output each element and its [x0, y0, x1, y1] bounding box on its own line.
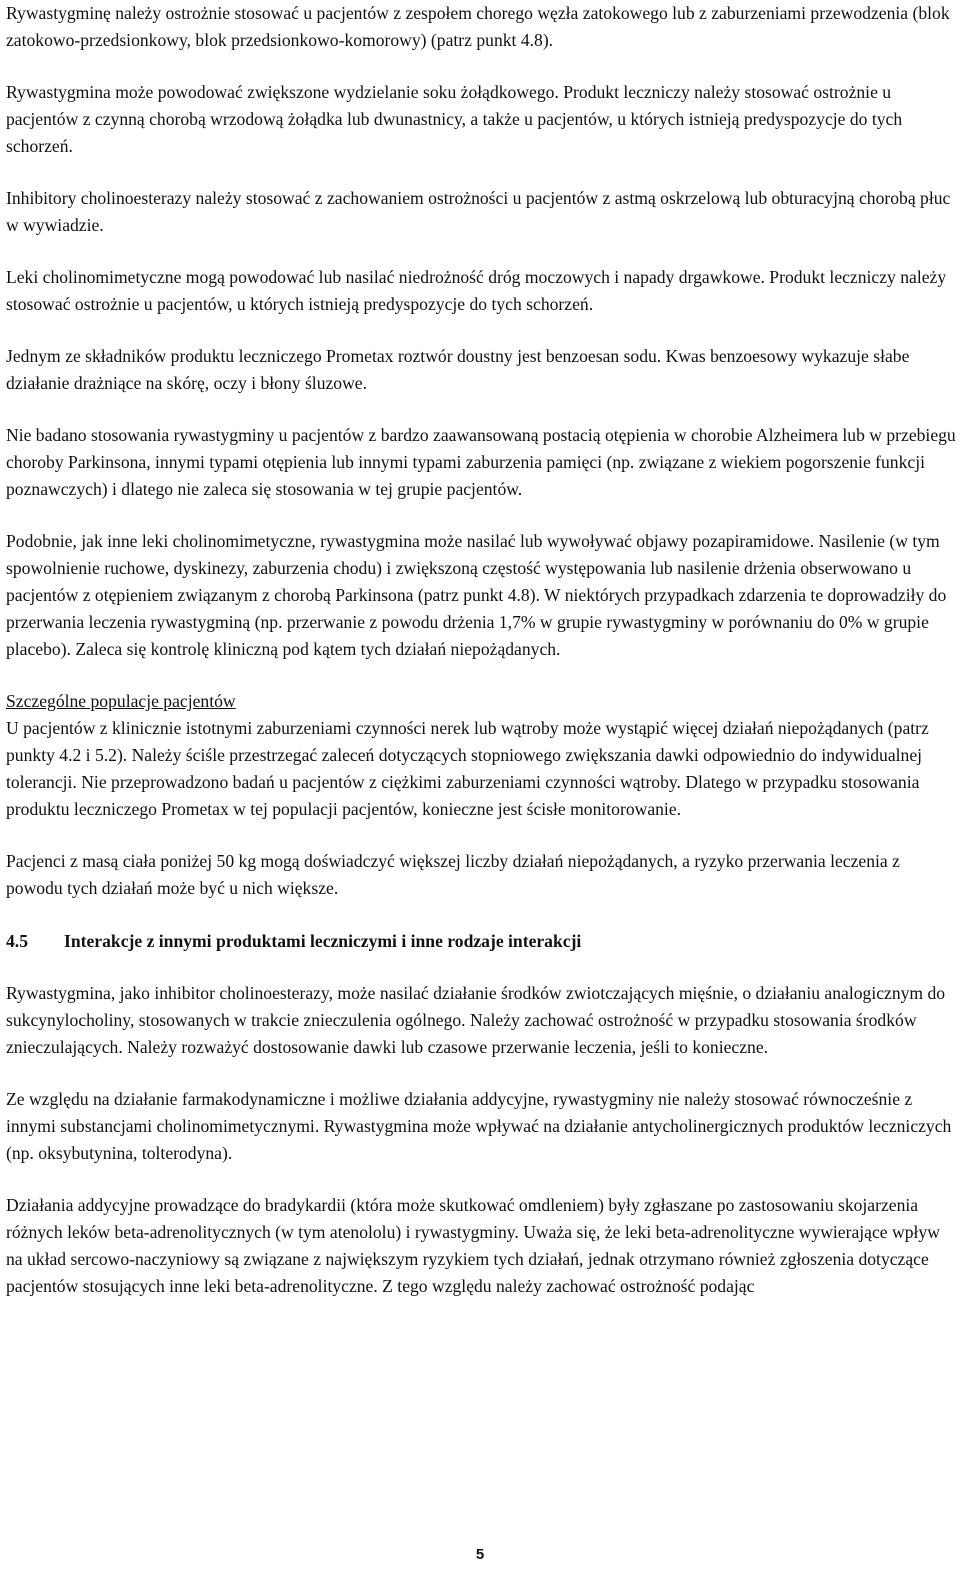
paragraph-sodium-benzoate: Jednym ze składników produktu leczniczego Prometax roztwór doustny jest benzoesan sodu. Kwas benzoesowy wykazuje słabe działanie drażniące na skórę, oczy i błony śluzowe. [6, 346, 910, 393]
paragraph-renal-hepatic: U pacjentów z klinicznie istotnymi zaburzeniami czynności nerek lub wątroby może wystąpić więcej działań niepożądanych (patrz punkty 4.2 i 5.2). Należy ściśle przestrzegać zaleceń dotyczących stopniowego zwiększania dawki odpowiednio do indywidualnej tolerancji. Nie przeprowadzono badań u pacjentów z ciężkimi zaburzeniami czynności wątroby. Dlatego w przypadku stosowania produktu leczniczego Prometax w tej populacji pacjentów, konieczne jest ścisłe monitorowanie. [6, 718, 929, 819]
paragraph-extrapyramidal: Podobnie, jak inne leki cholinomimetyczne, rywastygmina może nasilać lub wywoływać objawy pozapiramidowe. Nasilenie (w tym spowolnienie ruchowe, dyskinezy, zaburzenia chodu) i zwiększoną częstość występowania lub nasilenie drżenia obserwowano u pacjentów z otępieniem związanym z chorobą Parkinsona (patrz punkt 4.8). W niektórych przypadkach zdarzenia te doprowadziły do przerwania leczenia rywastygminą (np. przerwanie z powodu drżenia 1,7% w grupie rywastygminy w porównaniu do 0% w grupie placebo). Zaleca się kontrolę kliniczną pod kątem tych działań niepożądanych. [6, 531, 947, 659]
section-number: 4.5 [6, 931, 28, 951]
document-page [6, 0, 956, 1300]
paragraph-bradycardia: Działania addycyjne prowadzące do bradykardii (która może skutkować omdleniem) były zgłaszane po zastosowaniu skojarzenia różnych leków beta-adrenolitycznych (w tym atenololu) i rywastygminy. Uważa się, że leki beta-adrenolityczne wywierające wpływ na układ sercowo-naczyniowy są związane z największym ryzykiem tych działań, jednak otrzymano również zgłoszenia dotyczące pacjentów stosujących inne leki beta-adrenolityczne. Z tego względu należy zachować ostrożność podając [6, 1195, 940, 1296]
page-number: 5 [475, 1546, 485, 1563]
subheading-special-populations: Szczególne populacje pacjentów [6, 691, 236, 711]
paragraph-body-weight: Pacjenci z masą ciała poniżej 50 kg mogą doświadczyć większej liczby działań niepożądanych, a ryzyko przerwania leczenia z powodu tych działań może być u nich większe. [6, 851, 900, 898]
paragraph-sinus-node: Rywastygminę należy ostrożnie stosować u pacjentów z zespołem chorego węzła zatokowego lub z zaburzeniami przewodzenia (blok zatokowo-przedsionkowy, blok przedsionkowo-komorowy) (patrz punkt 4.8). [6, 3, 950, 50]
paragraph-advanced-dementia: Nie badano stosowania rywastygminy u pacjentów z bardzo zaawansowaną postacią otępienia w chorobie Alzheimera lub w przebiegu choroby Parkinsona, innymi typami otępienia lub innymi typami zaburzenia pamięci (np. związane z wiekiem pogorszenie funkcji poznawczych) i dlatego nie zaleca się stosowania w tej grupie pacjentów. [6, 425, 956, 499]
paragraph-asthma: Inhibitory cholinoesterazy należy stosować z zachowaniem ostrożności u pacjentów z astmą oskrzelową lub obturacyjną chorobą płuc w wywiadzie. [6, 188, 951, 235]
paragraph-muscle-relaxants: Rywastygmina, jako inhibitor cholinoesterazy, może nasilać działanie środków zwiotczających mięśnie, o działaniu analogicznym do sukcynylocholiny, stosowanych w trakcie znieczulenia ogólnego. Należy zachować ostrożność w przypadku stosowania środków znieczulających. Należy rozważyć dostosowanie dawki lub czasowe przerwanie leczenia, jeśli to konieczne. [6, 983, 946, 1057]
paragraph-urinary-obstruction: Leki cholinomimetyczne mogą powodować lub nasilać niedrożność dróg moczowych i napady drgawkowe. Produkt leczniczy należy stosować ostrożnie u pacjentów, u których istnieją predyspozycje do tych schorzeń. [6, 267, 947, 314]
paragraph-cholinomimetics: Ze względu na działanie farmakodynamiczne i możliwe działania addycyjne, rywastygminy nie należy stosować równocześnie z innymi substancjami cholinomimetycznymi. Rywastygmina może wpływać na działanie antycholinergicznych produktów leczniczych (np. oksybutynina, tolterodyna). [6, 1089, 952, 1163]
special-populations-block [6, 688, 956, 823]
section-heading-4-5 [6, 928, 956, 955]
paragraph-gastric-secretion: Rywastygmina może powodować zwiększone wydzielanie soku żołądkowego. Produkt leczniczy należy stosować ostrożnie u pacjentów z czynną chorobą wrzodową żołądka lub dwunastnicy, a także u pacjentów, u których istnieją predyspozycje do tych schorzeń. [6, 82, 903, 156]
section-title: Interakcje z innymi produktami leczniczymi i inne rodzaje interakcji [64, 931, 582, 951]
